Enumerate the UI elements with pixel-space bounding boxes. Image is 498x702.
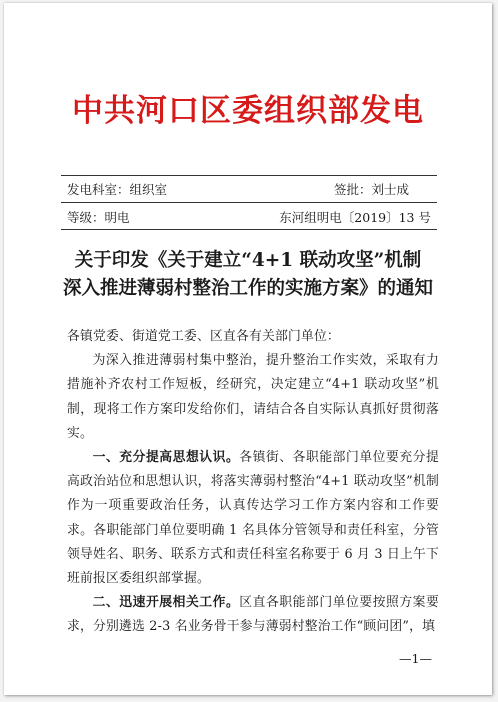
header-row-level — [67, 208, 431, 226]
signer: 签批：刘士成 — [333, 182, 409, 197]
section-1-paragraph — [67, 446, 439, 591]
section-2-heading: 二、迅速开展相关工作。 — [92, 595, 240, 611]
sender-office: 发电科室：组织室 — [67, 182, 168, 197]
salutation: 各镇党委、街道党工委、区直各有关部门单位： — [67, 329, 340, 344]
section-1-heading: 一、充分提高思想认识。 — [92, 450, 240, 466]
section-1-text: 各镇街、各职能部门单位要充分提高政治站位和思想认识，将落实薄弱村整治“4+1 联动攻坚”机制作为一项重要政治任务，认真传达学习工作方案内容和工作要求。各职能部门单位要明确 1 名具体分管领导和责任科室，分管领导姓名、职务、联系方式和责任科室名称要于 6 月 3 日上午下班前报区委组织部掌握。 — [67, 450, 440, 587]
title-line-2: 深入推进薄弱村整治工作的实施方案》的通知 — [62, 278, 433, 299]
title-line-1: 关于印发《关于建立“4+1 联动攻坚”机制 — [74, 250, 422, 271]
notice-body — [67, 325, 439, 640]
notice-title — [4, 247, 492, 303]
level: 等级：明电 — [67, 210, 130, 225]
header-rule-top — [61, 175, 437, 176]
intro-paragraph: 为深入推进薄弱村集中整治，提升整治工作实效，采取有力措施补齐农村工作短板，经研究，决定建立“4+1 联动攻坚”机制，现将工作方案印发给你们，请结合各自实际认真抓好贯彻落实。 — [67, 353, 439, 441]
section-2-text: 区直各职能部门单位要按照方案要求，分别遴选 2-3 名业务骨干参与薄弱村整治工作“顾问团”，填 — [67, 595, 440, 635]
page-number: —1— — [399, 651, 432, 666]
masthead-title: 中共河口区委组织部发电 — [72, 93, 424, 129]
section-2-paragraph — [67, 591, 439, 639]
header-row-sender — [67, 180, 431, 198]
header-rule-bottom — [61, 229, 437, 230]
header-rule-middle — [61, 202, 437, 203]
document-page — [4, 3, 492, 695]
doc-number: 东河组明电〔2019〕13 号 — [279, 210, 431, 225]
